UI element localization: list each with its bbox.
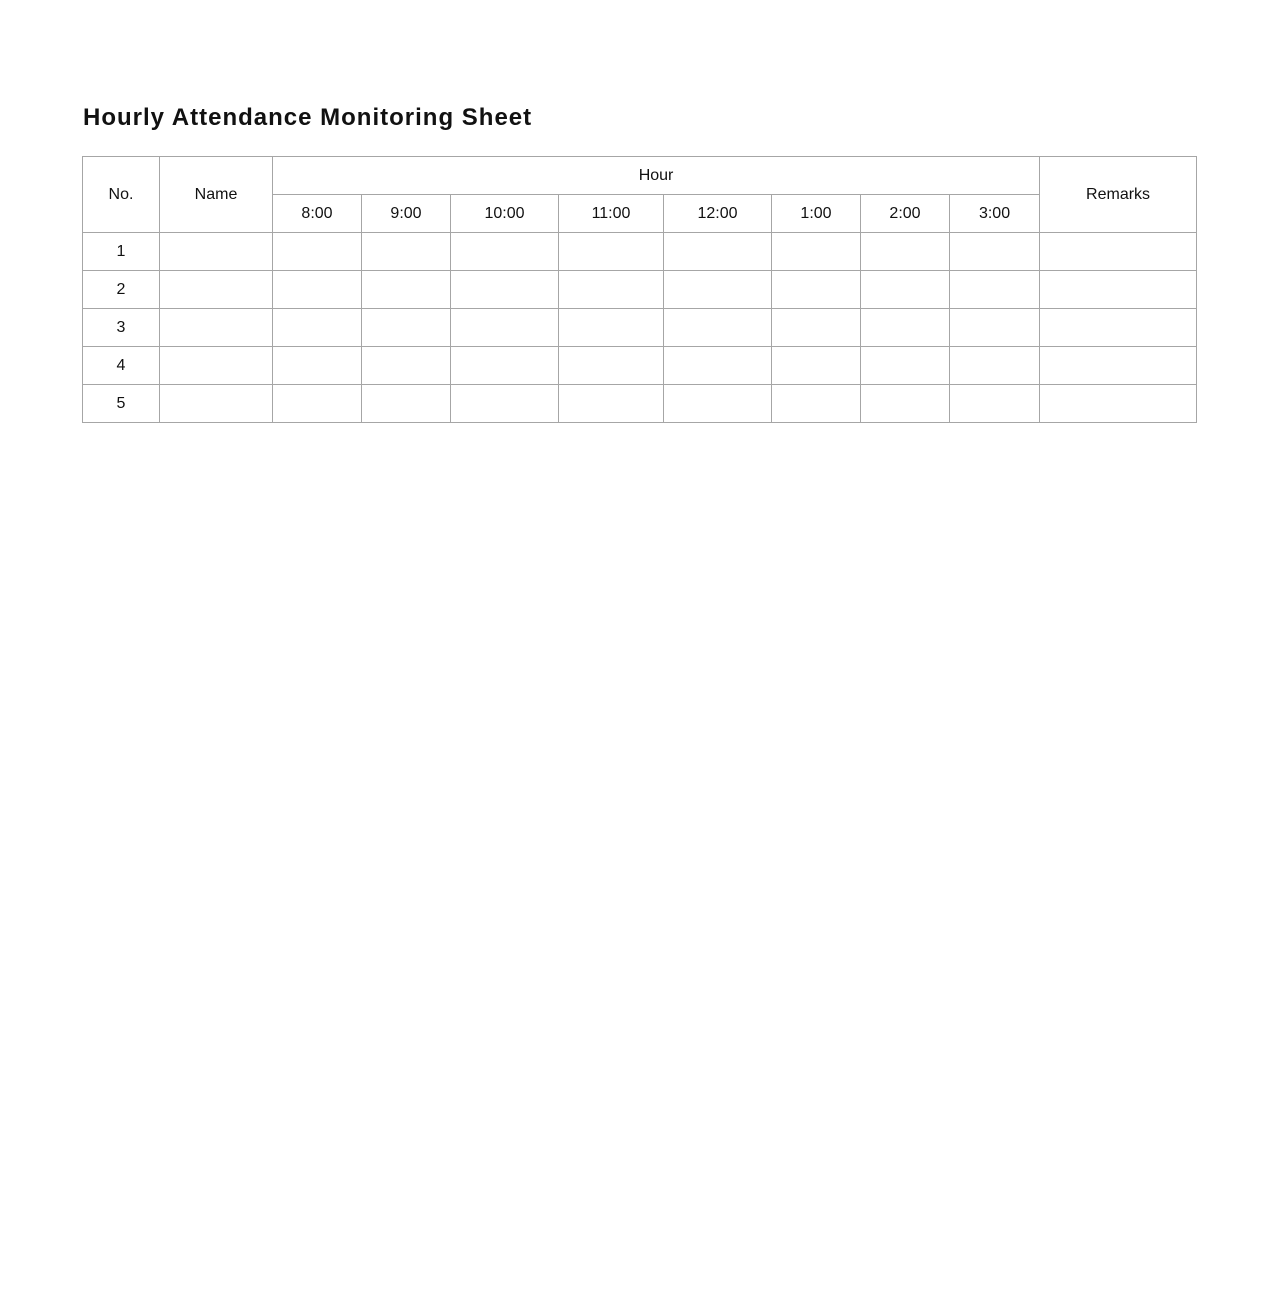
attendance-cell[interactable] [861, 271, 950, 309]
attendance-cell[interactable] [772, 385, 861, 423]
name-cell[interactable] [160, 309, 273, 347]
name-cell[interactable] [160, 271, 273, 309]
attendance-cell[interactable] [664, 347, 772, 385]
attendance-cell[interactable] [559, 385, 664, 423]
header-row-top [83, 157, 1197, 195]
column-header-hour: Hour [273, 157, 1040, 195]
attendance-cell[interactable] [451, 233, 559, 271]
attendance-cell[interactable] [861, 309, 950, 347]
row-number-cell: 2 [83, 271, 160, 309]
attendance-cell[interactable] [861, 347, 950, 385]
remarks-cell[interactable] [1040, 233, 1197, 271]
table-row [83, 385, 1197, 423]
table-body [83, 233, 1197, 423]
attendance-cell[interactable] [664, 385, 772, 423]
row-number-cell: 3 [83, 309, 160, 347]
column-header-no: No. [83, 157, 160, 233]
sheet-title: Hourly Attendance Monitoring Sheet [83, 104, 533, 131]
name-cell[interactable] [160, 385, 273, 423]
attendance-cell[interactable] [273, 385, 362, 423]
attendance-cell[interactable] [362, 233, 451, 271]
attendance-cell[interactable] [451, 347, 559, 385]
table-row [83, 347, 1197, 385]
table-row [83, 309, 1197, 347]
attendance-cell[interactable] [772, 347, 861, 385]
remarks-cell[interactable] [1040, 347, 1197, 385]
hour-header: 10:00 [451, 195, 559, 233]
table-row [83, 233, 1197, 271]
hour-header: 1:00 [772, 195, 861, 233]
attendance-cell[interactable] [772, 271, 861, 309]
attendance-cell[interactable] [362, 385, 451, 423]
row-number-cell: 5 [83, 385, 160, 423]
row-number-cell: 1 [83, 233, 160, 271]
attendance-cell[interactable] [861, 385, 950, 423]
attendance-cell[interactable] [451, 309, 559, 347]
attendance-cell[interactable] [559, 271, 664, 309]
attendance-cell[interactable] [772, 233, 861, 271]
attendance-cell[interactable] [950, 233, 1040, 271]
row-number-cell: 4 [83, 347, 160, 385]
attendance-cell[interactable] [950, 309, 1040, 347]
hour-header: 12:00 [664, 195, 772, 233]
hour-header: 11:00 [559, 195, 664, 233]
remarks-cell[interactable] [1040, 309, 1197, 347]
attendance-cell[interactable] [559, 309, 664, 347]
attendance-cell[interactable] [362, 347, 451, 385]
attendance-cell[interactable] [451, 271, 559, 309]
attendance-cell[interactable] [861, 233, 950, 271]
table-row [83, 271, 1197, 309]
attendance-cell[interactable] [772, 309, 861, 347]
attendance-cell[interactable] [559, 347, 664, 385]
hour-header: 3:00 [950, 195, 1040, 233]
hour-header: 2:00 [861, 195, 950, 233]
remarks-cell[interactable] [1040, 385, 1197, 423]
attendance-table [82, 156, 1197, 423]
attendance-cell[interactable] [273, 309, 362, 347]
attendance-cell[interactable] [664, 271, 772, 309]
column-header-remarks: Remarks [1040, 157, 1197, 233]
name-cell[interactable] [160, 347, 273, 385]
hour-header: 9:00 [362, 195, 451, 233]
attendance-cell[interactable] [362, 309, 451, 347]
column-header-name: Name [160, 157, 273, 233]
attendance-cell[interactable] [273, 347, 362, 385]
remarks-cell[interactable] [1040, 271, 1197, 309]
attendance-cell[interactable] [559, 233, 664, 271]
name-cell[interactable] [160, 233, 273, 271]
attendance-cell[interactable] [273, 233, 362, 271]
attendance-cell[interactable] [451, 385, 559, 423]
attendance-cell[interactable] [950, 385, 1040, 423]
hour-header: 8:00 [273, 195, 362, 233]
attendance-cell[interactable] [664, 233, 772, 271]
attendance-cell[interactable] [664, 309, 772, 347]
attendance-cell[interactable] [950, 347, 1040, 385]
table-header [83, 157, 1197, 233]
attendance-cell[interactable] [950, 271, 1040, 309]
attendance-cell[interactable] [362, 271, 451, 309]
attendance-cell[interactable] [273, 271, 362, 309]
